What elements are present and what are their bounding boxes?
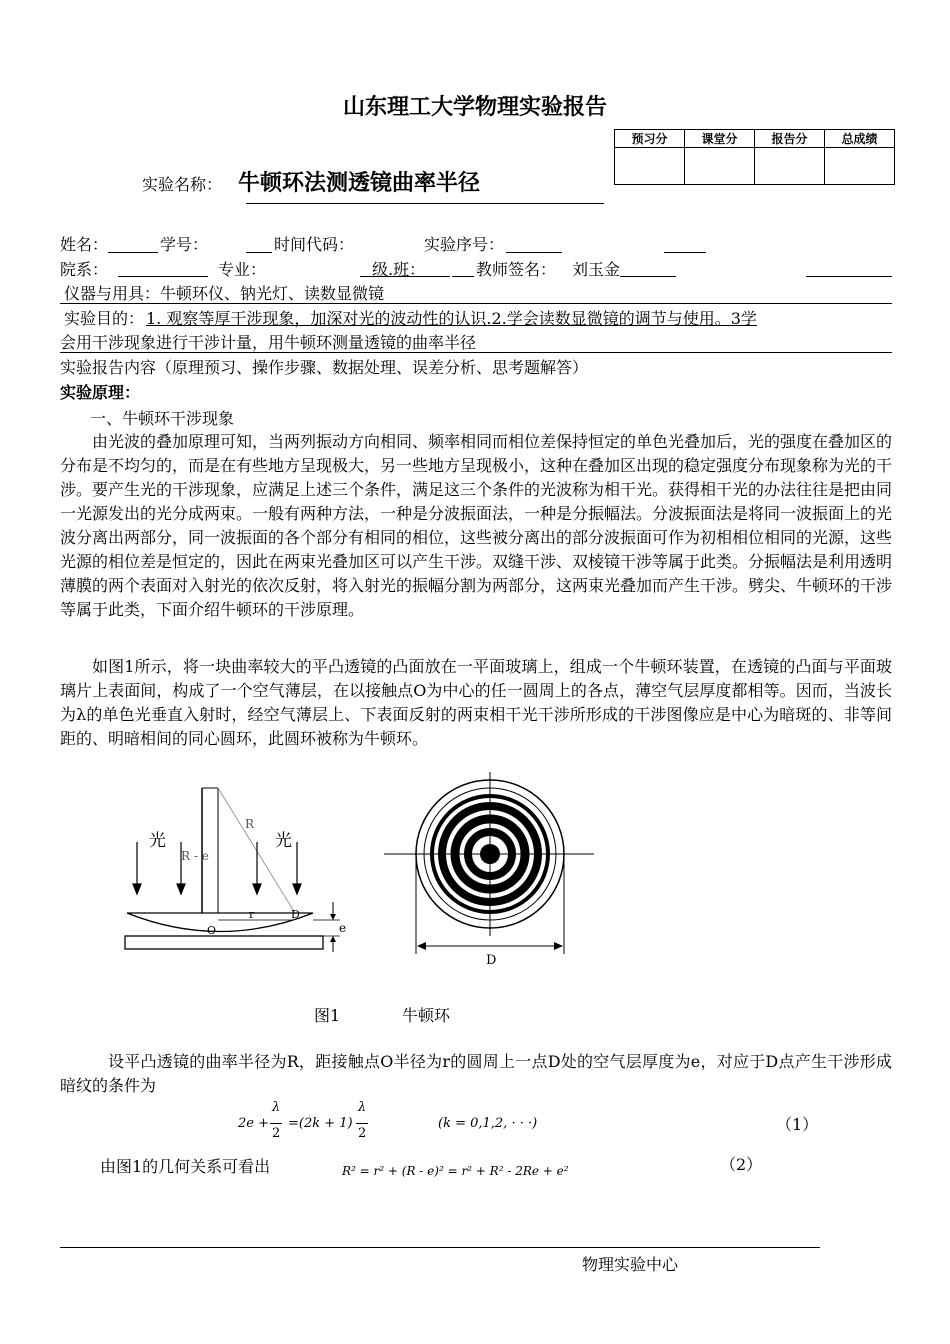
name-label: 姓名：: [60, 235, 109, 254]
eq2-number: （2）: [720, 1155, 763, 1174]
eq1-mid: =(2k + 1): [288, 1116, 353, 1131]
department-label: 院系：: [60, 260, 109, 279]
experiment-name: 牛顿环法测透镜曲率半径: [238, 171, 481, 196]
label-D-diameter: D: [486, 953, 497, 968]
eq1-frac2-num: λ: [358, 1100, 367, 1115]
geometry-intro: 由图1的几何关系可看出: [100, 1157, 271, 1176]
footer-rule: [60, 1247, 820, 1248]
purpose-line-1: 1. 观察等厚干涉现象，加深对光的波动性的认识.2.学会读数显微镜的调节与使用。3学: [146, 309, 757, 328]
teacher-label: 教师签名：: [476, 260, 557, 279]
newton-ring-apparatus-diagram: [115, 780, 355, 955]
class-label: 级.班：: [372, 260, 426, 279]
score-header-class: 课堂分: [685, 130, 755, 148]
score-header-total: 总成绩: [825, 130, 895, 148]
time-code-label: 时间代码：: [274, 235, 355, 254]
eq1-frac2-bar: [356, 1123, 368, 1124]
report-title: 山东理工大学物理实验报告: [342, 95, 607, 120]
department-field[interactable]: [118, 276, 208, 277]
name-field[interactable]: [108, 252, 158, 253]
experiment-name-underline: [246, 203, 604, 204]
eq1-frac-den: 2: [272, 1126, 281, 1141]
label-r: r: [249, 908, 255, 921]
section1-heading: 一、牛顿环干涉现象: [90, 409, 235, 428]
score-cell-total[interactable]: [825, 148, 895, 185]
instruments: 仪器与用具：牛顿环仪、钠光灯、读数显微镜: [64, 284, 385, 303]
teacher-signature-field[interactable]: [620, 276, 676, 277]
label-R: R: [245, 817, 255, 831]
score-header-report: 报告分: [755, 130, 825, 148]
student-id-field[interactable]: [246, 252, 272, 253]
student-id-label: 学号：: [160, 235, 209, 254]
major-label: 专业：: [218, 260, 267, 279]
label-light-right: 光: [275, 831, 292, 851]
newton-rings-pattern: [384, 768, 604, 968]
label-light-left: 光: [149, 831, 166, 851]
purpose-underline: [60, 352, 892, 353]
instruments-underline: [60, 303, 892, 304]
convex-lens: [127, 913, 313, 932]
purpose-line-2: 会用干涉现象进行干涉计量，用牛顿环测量透镜的曲率半径: [60, 333, 477, 352]
experiment-seq-field[interactable]: [506, 252, 562, 253]
extra-field-2[interactable]: [806, 276, 892, 277]
eq1-frac-bar: [270, 1123, 282, 1124]
score-table: [614, 129, 895, 185]
purpose-label: 实验目的：: [64, 309, 145, 328]
score-cell-class[interactable]: [685, 148, 755, 185]
paragraph-newton-ring: 如图1所示，将一块曲率较大的平凸透镜的凸面放在一平面玻璃上，组成一个牛顿环装置，在透镜的凸面与平面玻璃片上表面间，构成了一个空气薄层，在以接触点O为中心的任一圆周上的各点，薄空气层厚度都相等。因而，当波长为λ的单色光垂直入射时，经空气薄层上、下表面反射的两束相干光干涉所形成的干涉图像应是中心为暗斑的、非等间距的、明暗相间的同心圆环，此圆环被称为牛顿环。: [60, 657, 892, 748]
label-R-minus-e: R - e: [181, 849, 209, 863]
eq1-frac-num: λ: [272, 1100, 281, 1115]
eq2-text: R² = r² + (R - e)² = r² + R² - 2Re + e²: [342, 1164, 569, 1178]
label-O: O: [207, 924, 217, 937]
glass-plate: [125, 936, 323, 949]
principle-heading: 实验原理：: [60, 383, 141, 402]
footer-text: 物理实验中心: [582, 1255, 679, 1274]
eq1-frac2-den: 2: [358, 1126, 367, 1141]
paragraph-interference: 由光波的叠加原理可知，当两列振动方向相同、频率相同而相位差保持恒定的单色光叠加后，光的强度在叠加区的分布是不均匀的，而是在有些地方呈现极大，另一些地方呈现极小，这种在叠加区出现的稳定强度分布现象称为光的干涉。要产生光的干涉现象，应满足上述三个条件，满足这三个条件的光波称为相干光。获得相干光的办法往往是把由同一光源发出的光分成两束。一般有两种方法，一种是分波振面法，一种是分振幅法。分波振面法是将同一波振面上的光波分离出两部分，同一波振面的各个部分有相同的相位，这些被分离出的部分波振面可作为初相相位相同的光源，这些光源的相位差是恒定的，因此在两束光叠加区可以产生干涉。双缝干涉、双棱镜干涉等属于此类。分振幅法是利用透明薄膜的两个表面对入射光的依次反射，将入射光的振幅分割为两部分，这两束光叠加而产生干涉。劈尖、牛顿环的干涉等属于此类，下面介绍牛顿环的干涉原理。: [60, 432, 893, 619]
experiment-seq-label: 实验序号：: [424, 235, 505, 254]
label-D-point: D: [291, 908, 300, 921]
figure-caption-number: 图1: [314, 1006, 341, 1025]
eq1-condition: (k = 0,1,2, · · ·): [438, 1116, 538, 1131]
score-header-preview: 预习分: [615, 130, 685, 148]
score-cell-report[interactable]: [755, 148, 825, 185]
eq1-lhs: 2e +: [238, 1116, 269, 1131]
figure-caption-text: 牛顿环: [402, 1006, 451, 1025]
report-contents: 实验报告内容（原理预习、操作步骤、数据处理、误差分析、思考题解答）: [60, 358, 589, 377]
class-field[interactable]: [452, 276, 474, 277]
paragraph-dark-fringe: 设平凸透镜的曲率半径为R，距接触点O半径为r的圆周上一点D处的空气层厚度为e，对应于D点产生干涉形成暗纹的条件为: [60, 1052, 892, 1095]
eq1-number: （1）: [776, 1115, 819, 1134]
score-cell-preview[interactable]: [615, 148, 685, 185]
extra-field[interactable]: [664, 252, 706, 253]
teacher-name: 刘玉金: [572, 260, 621, 279]
experiment-label: 实验名称：: [142, 175, 223, 194]
label-e: e: [339, 921, 347, 935]
